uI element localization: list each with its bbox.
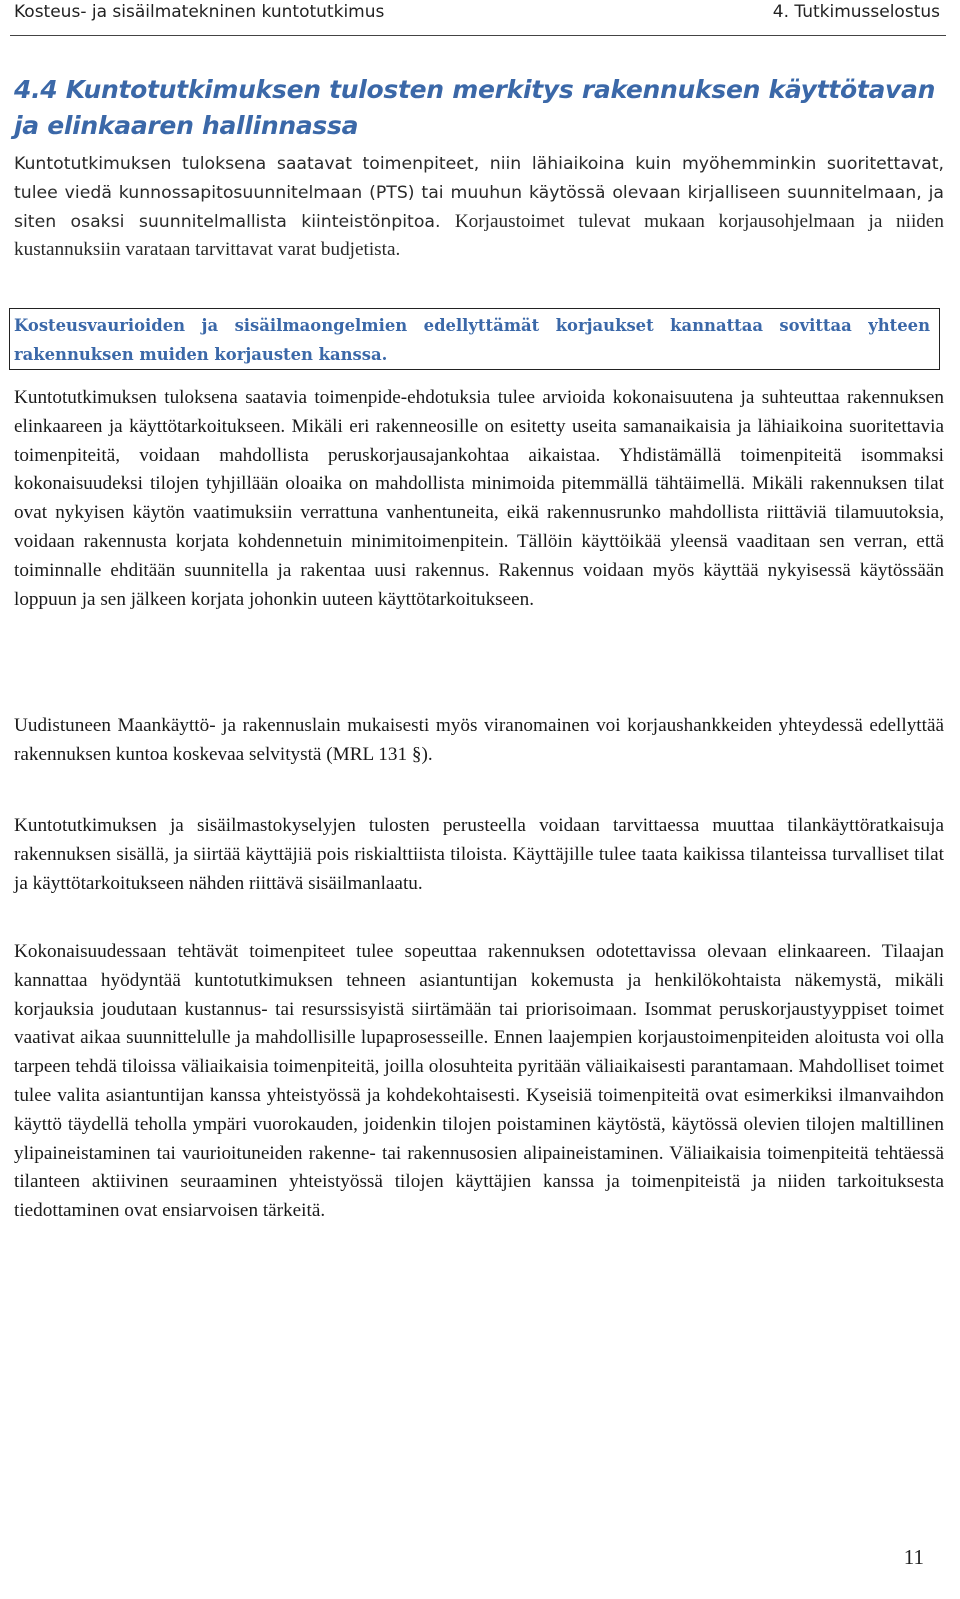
section-heading: 4.4 Kuntotutkimuksen tulosten merkitys rakennuksen käyttötavan ja elinkaaren hallinnassa	[14, 75, 936, 140]
paragraph-space-use: Kuntotutkimuksen ja sisäilmastokyselyjen tulosten perusteella voidaan tarvittaessa muuttaa tilankäyttöratkaisuja rakennuksen sisällä, ja siirtää käyttäjiä pois riskialttiista tiloista. Käyttäjille tulee taata kaikissa tilanteissa turvalliset tilat ja käyttötarkoitukseen nähden riittävä sisäilmanlaatu.	[14, 815, 944, 894]
paragraph-lifecycle: Kuntotutkimuksen tuloksena saatavia toimenpide-ehdotuksia tulee arvioida kokonaisuutena ja suhteuttaa rakennuksen elinkaareen ja käyttötarkoitukseen. Mikäli eri rakenneosille on esitetty useita samanaikaisia ja lähiaikoina suoritettavia toimenpiteitä, voidaan mahdollista peruskorjausajankohtaa aikaistaa. Yhdistämällä toimenpiteitä isommaksi kokonaisuudeksi tilojen tyhjillään oloaika on mahdollista minimoida pitemmällä tähtäimellä. Mikäli rakennuksen tilat ovat nykyisen käytön vaatimuksiin verrattuna vanhentuneita, eikä rakennusrunko mahdollista riittäviä tilamuutoksia, voidaan rakennusta korjata kohdennetuin minimitoimenpitein. Tällöin käyttöikää yleensä vaaditaan sen verran, että toiminnalle ehditään suunnitella ja rakentaa uusi rakennus. Rakennus voidaan myös käyttää nykyisessä käytössään loppuun ja sen jälkeen korjata johonkin uuteen käyttötarkoitukseen.	[14, 387, 944, 610]
paragraph-pts-serif-text: Korjaustoimet tulevat mukaan korjausohjelmaan ja niiden kustannuksiin varataan tarvittavat varat budjetista.	[14, 210, 944, 261]
paragraph-pts-sans-text: Kuntotutkimuksen tuloksena saatavat toimenpiteet, niin lähiaikoina kuin myöhemminkin suoritettavat, tulee viedä kunnossapitosuunnitelmaan (PTS) tai muuhun käytössä olevaan kirjalliseen suunnitelmaan, ja siten osaksi suunnitelmallista kiinteistönpitoa.	[14, 154, 944, 232]
paragraph-mrl: Uudistuneen Maankäyttö- ja rakennuslain mukaisesti myös viranomainen voi korjaushankkeiden yhteydessä edellyttää rakennuksen kuntoa koskevaa selvitystä (MRL 131 §).	[14, 715, 944, 765]
header-chapter-title: 4. Tutkimusselostus	[772, 2, 940, 22]
page-number: 11	[903, 1545, 924, 1569]
page-header	[10, 0, 946, 36]
paragraph-temporary-measures: Kokonaisuudessaan tehtävät toimenpiteet tulee sopeuttaa rakennuksen odotettavissa olevaan elinkaareen. Tilaajan kannattaa hyödyntää kuntotutkimuksen tehneen asiantuntijan kokemusta ja henkilökohtaista näkemystä, mikäli korjauksia joudutaan kustannus- tai resurssisyistä siirtämään tai priorisoimaan. Isommat peruskorjaustyyppiset toimet vaativat aikaa suunnittelulle ja mahdollisille lupaprosesseille. Ennen laajempien korjaustoimenpiteiden aloitusta voi olla tarpeen tehdä tiloissa väliaikaisia toimenpiteitä, joilla olosuhteita pyritään väliaikaisesti parantamaan. Mahdolliset toimet tulee valita asiantuntijan kanssa yhteistyössä ja kohdekohtaisesti. Kyseisiä toimenpiteitä ovat esimerkiksi ilmanvaihdon käyttö täydellä teholla ympäri vuorokauden, joidenkin tilojen poistaminen käytöstä, käytössä olevien tilojen maltillinen ylipaineistaminen tai vaurioituneiden rakenne- tai rakennusosien alipaineistaminen. Väliaikaisia toimenpiteitä tehtäessä tilanteen aktiivinen seuraaminen yhteistyössä tilojen käyttäjien kanssa ja toimenpiteistä ja niiden tarkoituksesta tiedottaminen ovat ensiarvoisen tärkeitä.	[14, 941, 944, 1222]
highlight-note: Kosteusvaurioiden ja sisäilmaongelmien edellyttämät korjaukset kannattaa sovittaa yhteen rakennuksen muiden korjausten kanssa.	[14, 316, 930, 364]
header-document-title: Kosteus- ja sisäilmatekninen kuntotutkimus	[14, 2, 385, 22]
paragraph-pts	[14, 150, 944, 265]
